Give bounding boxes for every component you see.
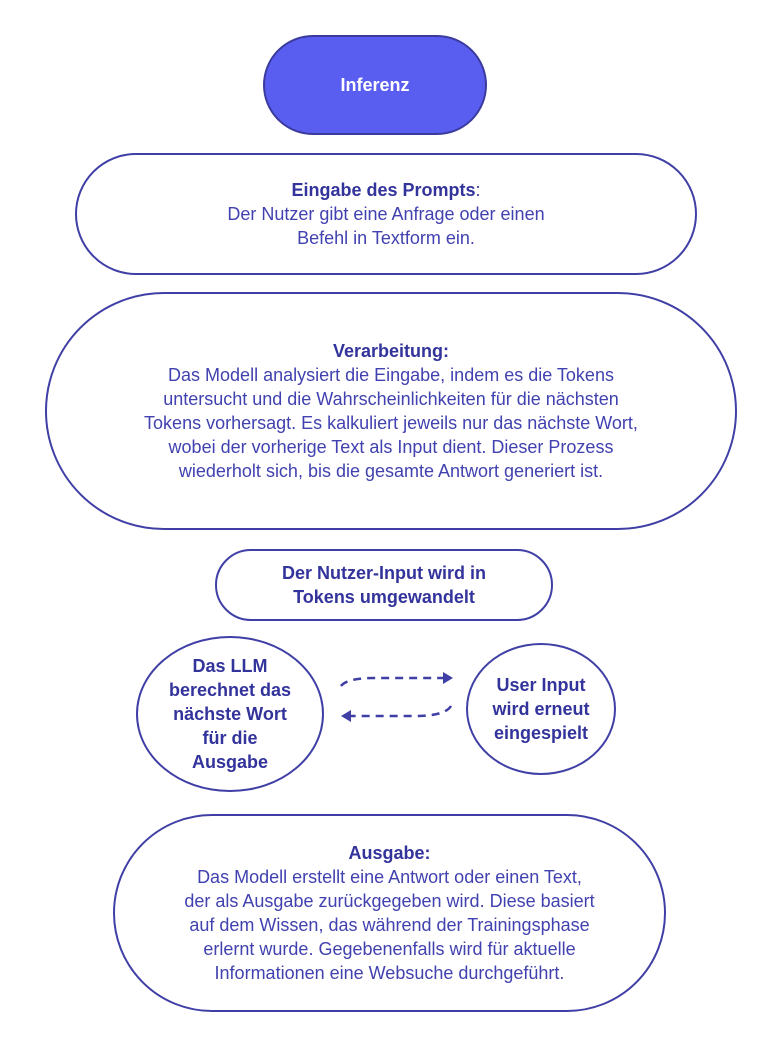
user-input-line: wird erneut <box>492 699 590 719</box>
llm-line: berechnet das <box>168 680 292 700</box>
loop-arrows <box>335 668 460 728</box>
step-ausgabe-line: der als Ausgabe zurückgegeben wird. Diese basiert <box>184 891 595 911</box>
tokenize-line: Der Nutzer-Input wird in <box>282 563 486 583</box>
llm-line: Ausgabe <box>191 752 269 772</box>
step-verarbeitung-line: Das Modell analysiert die Eingabe, indem es die Tokens <box>168 365 614 385</box>
llm-line: Das LLM <box>192 656 268 676</box>
tokenize-step <box>215 549 553 621</box>
step-verarbeitung-line: wobei der vorherige Text als Input dient. Dieser Prozess <box>168 437 614 457</box>
step-ausgabe-line: Das Modell erstellt eine Antwort oder einen Text, <box>197 867 582 887</box>
user-input-line: eingespielt <box>493 723 589 743</box>
step-eingabe <box>75 153 697 275</box>
step-verarbeitung-line: Tokens vorhersagt. Es kalkuliert jeweils nur das nächste Wort, <box>144 413 638 433</box>
user-input-line: User Input <box>496 675 586 695</box>
step-ausgabe <box>113 814 666 1012</box>
step-verarbeitung <box>45 292 737 530</box>
arrow-left-icon <box>341 706 451 722</box>
tokenize-line: Tokens umgewandelt <box>293 587 475 607</box>
step-ausgabe-line: Informationen eine Websuche durchgeführt. <box>214 963 565 983</box>
step-ausgabe-line: auf dem Wissen, das während der Trainingsphase <box>189 915 590 935</box>
step-eingabe-title: Eingabe des Prompts: <box>291 180 481 200</box>
step-eingabe-line: Befehl in Textform ein. <box>297 228 475 248</box>
llm-line: nächste Wort <box>173 704 287 724</box>
inferenz-header <box>263 35 487 135</box>
user-input-node <box>466 643 616 775</box>
step-ausgabe-line: erlernt wurde. Gegebenenfalls wird für aktuelle <box>203 939 576 959</box>
step-verarbeitung-line: wiederholt sich, bis die gesamte Antwort generiert ist. <box>178 461 604 481</box>
llm-computes-node <box>136 636 324 792</box>
step-verarbeitung-title: Verarbeitung: <box>332 341 450 361</box>
step-ausgabe-title: Ausgabe: <box>348 843 431 863</box>
step-eingabe-line: Der Nutzer gibt eine Anfrage oder einen <box>227 204 545 224</box>
arrow-right-icon <box>341 672 453 686</box>
llm-line: für die <box>202 728 258 748</box>
inferenz-label: Inferenz <box>340 75 410 95</box>
step-verarbeitung-line: untersucht und die Wahrscheinlichkeiten für die nächsten <box>163 389 619 409</box>
